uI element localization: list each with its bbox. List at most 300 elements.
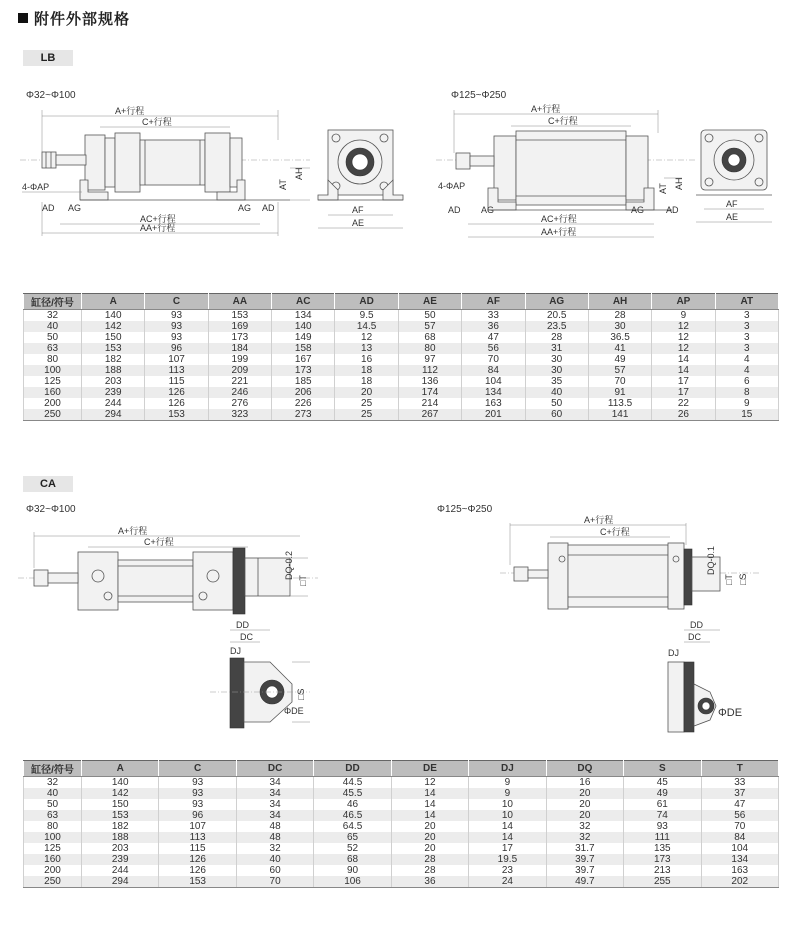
ca-table-cell: 49 <box>624 788 701 799</box>
ca-header-cell: C <box>159 761 236 777</box>
lb-small-dim-ae: AE <box>352 218 365 228</box>
ca-table-cell: 70 <box>701 821 779 832</box>
lb-table-cell: 57 <box>588 365 651 376</box>
lb-table-cell: 16 <box>335 354 398 365</box>
lb-table-cell: 276 <box>208 398 271 409</box>
lb-table-cell: 25 <box>335 398 398 409</box>
ca-header-cell: DQ <box>546 761 623 777</box>
lb-table-cell: 173 <box>272 365 335 376</box>
lb-table-cell: 142 <box>82 321 145 332</box>
lb-header-cell: A <box>82 294 145 310</box>
lb-table-cell: 323 <box>208 409 271 421</box>
lb-table-cell: 70 <box>462 354 525 365</box>
lb-table-cell: 28 <box>588 310 651 322</box>
ca-table-row <box>24 854 779 865</box>
ca-small-clevis-drawing <box>200 622 330 732</box>
ca-table-row <box>24 832 779 843</box>
lb-header-cell: AF <box>462 294 525 310</box>
ca-table-cell: 10 <box>469 799 546 810</box>
ca-table-cell: 74 <box>624 810 701 821</box>
lb-table-cell: 12 <box>652 321 715 332</box>
lb-table-cell: 60 <box>525 409 588 421</box>
ca-table-cell: 96 <box>159 810 236 821</box>
ca-table-cell: 255 <box>624 876 701 888</box>
lb-small-dim-ag-left: AG <box>68 203 82 213</box>
ca-table-cell: 46.5 <box>314 810 391 821</box>
lb-table-cell: 12 <box>652 343 715 354</box>
ca-large-dim-c: C+行程 <box>600 527 630 537</box>
ca-table-cell: 113 <box>159 832 236 843</box>
ca-table-cell: 90 <box>314 865 391 876</box>
lb-small-dim-ad-left: AD <box>42 203 55 213</box>
ca-header-cell: DE <box>391 761 468 777</box>
ca-table-cell: 140 <box>82 777 159 789</box>
ca-table-cell: 20 <box>391 821 468 832</box>
ca-table-cell: 48 <box>236 821 313 832</box>
lb-table-cell: 17 <box>652 387 715 398</box>
lb-header-cell: AA <box>208 294 271 310</box>
lb-table-cell: 140 <box>272 321 335 332</box>
lb-table-cell: 36 <box>462 321 525 332</box>
lb-table-cell: 160 <box>24 387 82 398</box>
lb-table-cell: 244 <box>82 398 145 409</box>
ca-table-cell: 46 <box>314 799 391 810</box>
lb-small-dim-ad-right: AD <box>262 203 275 213</box>
lb-header-cell: C <box>145 294 208 310</box>
lb-table-cell: 226 <box>272 398 335 409</box>
lb-large-dim-ad-left: AD <box>448 205 461 215</box>
lb-table-cell: 50 <box>398 310 461 322</box>
ca-table-cell: 28 <box>391 854 468 865</box>
ca-table-row <box>24 843 779 854</box>
ca-table-cell: 104 <box>701 843 779 854</box>
lb-header-cell: AG <box>525 294 588 310</box>
ca-table-cell: 93 <box>624 821 701 832</box>
lb-table-cell: 80 <box>398 343 461 354</box>
ca-small-dim-a: A+行程 <box>118 526 148 536</box>
ca-table-cell: 250 <box>24 876 82 888</box>
lb-large-dim-ac: AC+行程 <box>541 214 577 224</box>
lb-table-cell: 173 <box>208 332 271 343</box>
ca-table-cell: 56 <box>701 810 779 821</box>
lb-table-cell: 185 <box>272 376 335 387</box>
ca-table-cell: 39.7 <box>546 865 623 876</box>
ca-table-cell: 14 <box>391 799 468 810</box>
ca-table-cell: 203 <box>82 843 159 854</box>
ca-large-side-drawing <box>500 515 760 615</box>
ca-table-cell: 52 <box>314 843 391 854</box>
ca-table-cell: 33 <box>701 777 779 789</box>
lb-table-cell: 214 <box>398 398 461 409</box>
lb-table-cell: 3 <box>715 332 778 343</box>
lb-large-dim-ah: AH <box>674 177 684 190</box>
lb-table-cell: 30 <box>588 321 651 332</box>
ca-small-dim-dd: DD <box>236 620 249 630</box>
ca-table-cell: 28 <box>391 865 468 876</box>
ca-table-cell: 49.7 <box>546 876 623 888</box>
lb-table-cell: 22 <box>652 398 715 409</box>
lb-header-cell: AE <box>398 294 461 310</box>
lb-table-cell: 31 <box>525 343 588 354</box>
lb-table-cell: 184 <box>208 343 271 354</box>
ca-table-cell: 93 <box>159 788 236 799</box>
lb-table-cell: 3 <box>715 343 778 354</box>
lb-table-cell: 20 <box>335 387 398 398</box>
lb-table-cell: 56 <box>462 343 525 354</box>
lb-table-cell: 294 <box>82 409 145 421</box>
ca-table-cell: 47 <box>701 799 779 810</box>
ca-table-cell: 24 <box>469 876 546 888</box>
lb-table-cell: 206 <box>272 387 335 398</box>
lb-table-cell: 70 <box>588 376 651 387</box>
lb-table-cell: 97 <box>398 354 461 365</box>
ca-table-cell: 84 <box>701 832 779 843</box>
ca-header-cell: DD <box>314 761 391 777</box>
ca-small-dim-dq: DQ-0.2 <box>284 550 294 580</box>
ca-table-cell: 173 <box>624 854 701 865</box>
ca-small-dim-dc: DC <box>240 632 253 642</box>
ca-table-cell: 32 <box>546 832 623 843</box>
lb-table-cell: 12 <box>335 332 398 343</box>
section-tag-lb: LB <box>23 50 73 66</box>
ca-table-cell: 100 <box>24 832 82 843</box>
lb-large-dim-aa: AA+行程 <box>541 227 577 237</box>
ca-table-header <box>24 761 779 777</box>
ca-table-cell: 160 <box>24 854 82 865</box>
lb-table-cell: 47 <box>462 332 525 343</box>
lb-table-cell: 273 <box>272 409 335 421</box>
lb-table-cell: 8 <box>715 387 778 398</box>
lb-table-cell: 104 <box>462 376 525 387</box>
lb-table-cell: 36.5 <box>588 332 651 343</box>
ca-large-dim-t: □T <box>724 574 734 585</box>
ca-table-cell: 17 <box>469 843 546 854</box>
ca-table-cell: 12 <box>391 777 468 789</box>
lb-table-cell: 49 <box>588 354 651 365</box>
ca-table-cell: 32 <box>546 821 623 832</box>
ca-large-dim-de: ΦDE <box>718 707 743 719</box>
lb-table-cell: 30 <box>525 365 588 376</box>
lb-table-cell: 14.5 <box>335 321 398 332</box>
ca-table-cell: 115 <box>159 843 236 854</box>
ca-table-cell: 200 <box>24 865 82 876</box>
ca-table-cell: 14 <box>469 832 546 843</box>
lb-large-side-drawing <box>436 98 696 243</box>
lb-small-dim-af: AF <box>352 205 364 215</box>
lb-table-cell: 9 <box>652 310 715 322</box>
lb-table-cell: 246 <box>208 387 271 398</box>
ca-table-row <box>24 876 779 888</box>
lb-table-cell: 15 <box>715 409 778 421</box>
lb-table-cell: 209 <box>208 365 271 376</box>
lb-table-cell: 40 <box>525 387 588 398</box>
ca-table-cell: 36 <box>391 876 468 888</box>
ca-table-cell: 20 <box>546 810 623 821</box>
lb-small-dim-at: AT <box>278 179 288 190</box>
lb-table-cell: 4 <box>715 354 778 365</box>
lb-small-range-label: Φ32~Φ100 <box>26 90 76 101</box>
ca-table-cell: 107 <box>159 821 236 832</box>
ca-small-dim-de: ΦDE <box>284 706 304 716</box>
ca-table-cell: 134 <box>701 854 779 865</box>
lb-table-cell: 167 <box>272 354 335 365</box>
ca-small-range-label: Φ32~Φ100 <box>26 504 76 515</box>
lb-table-cell: 163 <box>462 398 525 409</box>
lb-small-dim-aa: AA+行程 <box>140 223 176 233</box>
ca-table-cell: 9 <box>469 777 546 789</box>
lb-table-cell: 182 <box>82 354 145 365</box>
lb-table-cell: 136 <box>398 376 461 387</box>
lb-table-cell: 140 <box>82 310 145 322</box>
lb-table-cell: 13 <box>335 343 398 354</box>
ca-table-cell: 126 <box>159 865 236 876</box>
lb-table-row <box>24 409 779 421</box>
ca-table-cell: 150 <box>82 799 159 810</box>
lb-table-cell: 68 <box>398 332 461 343</box>
ca-table-cell: 111 <box>624 832 701 843</box>
lb-header-cell: AD <box>335 294 398 310</box>
ca-table-cell: 93 <box>159 777 236 789</box>
lb-table-cell: 18 <box>335 376 398 387</box>
lb-table-row <box>24 332 779 343</box>
lb-large-dim-c: C+行程 <box>548 116 578 126</box>
ca-table-cell: 10 <box>469 810 546 821</box>
lb-table-cell: 91 <box>588 387 651 398</box>
lb-table-cell: 125 <box>24 376 82 387</box>
lb-table-cell: 199 <box>208 354 271 365</box>
lb-table-cell: 50 <box>525 398 588 409</box>
lb-table-cell: 50 <box>24 332 82 343</box>
ca-small-dim-dj: DJ <box>230 646 241 656</box>
lb-large-end-drawing <box>696 125 786 230</box>
ca-table-row <box>24 799 779 810</box>
ca-table-cell: 182 <box>82 821 159 832</box>
lb-small-dim-a: A+行程 <box>115 106 145 116</box>
lb-large-dim-af: AF <box>726 199 738 209</box>
ca-table-cell: 34 <box>236 777 313 789</box>
lb-table-cell: 23.5 <box>525 321 588 332</box>
lb-table-cell: 239 <box>82 387 145 398</box>
ca-header-cell: DC <box>236 761 313 777</box>
ca-table-cell: 48 <box>236 832 313 843</box>
lb-table-cell: 188 <box>82 365 145 376</box>
lb-small-side-drawing <box>20 100 310 240</box>
lb-header-cell: AP <box>652 294 715 310</box>
lb-table-cell: 20.5 <box>525 310 588 322</box>
lb-table-cell: 267 <box>398 409 461 421</box>
lb-table-cell: 96 <box>145 343 208 354</box>
ca-table-cell: 68 <box>314 854 391 865</box>
ca-table-cell: 32 <box>236 843 313 854</box>
ca-small-dim-s: □S <box>296 688 306 700</box>
lb-table-cell: 84 <box>462 365 525 376</box>
ca-large-dim-dc: DC <box>688 632 701 642</box>
lb-table-cell: 141 <box>588 409 651 421</box>
lb-header-cell: AH <box>588 294 651 310</box>
lb-header-cell: AC <box>272 294 335 310</box>
ca-table-cell: 40 <box>24 788 82 799</box>
lb-table-cell: 30 <box>525 354 588 365</box>
lb-table-cell: 18 <box>335 365 398 376</box>
ca-table-cell: 153 <box>82 810 159 821</box>
lb-table-cell: 33 <box>462 310 525 322</box>
lb-large-dim-ag-left: AG <box>481 205 495 215</box>
lb-table-row <box>24 343 779 354</box>
ca-table-cell: 135 <box>624 843 701 854</box>
ca-spec-table <box>23 760 779 888</box>
lb-table-cell: 6 <box>715 376 778 387</box>
lb-small-dim-c: C+行程 <box>142 117 172 127</box>
lb-spec-table <box>23 293 779 421</box>
lb-table-cell: 153 <box>208 310 271 322</box>
section-tag-ca: CA <box>23 476 73 492</box>
lb-large-dim-ad-right: AD <box>666 205 679 215</box>
lb-large-dim-ag-right: AG <box>631 205 645 215</box>
lb-table-cell: 28 <box>525 332 588 343</box>
lb-table-cell: 149 <box>272 332 335 343</box>
lb-table-cell: 153 <box>82 343 145 354</box>
lb-table-cell: 107 <box>145 354 208 365</box>
ca-table-cell: 32 <box>24 777 82 789</box>
lb-table-cell: 115 <box>145 376 208 387</box>
lb-table-cell: 93 <box>145 310 208 322</box>
lb-table-header <box>24 294 779 310</box>
ca-table-cell: 14 <box>469 821 546 832</box>
lb-table-cell: 200 <box>24 398 82 409</box>
ca-table-row <box>24 865 779 876</box>
ca-table-cell: 163 <box>701 865 779 876</box>
lb-table-cell: 25 <box>335 409 398 421</box>
ca-small-side-drawing <box>18 520 318 620</box>
ca-table-cell: 20 <box>546 799 623 810</box>
lb-table-cell: 57 <box>398 321 461 332</box>
lb-small-dim-ag-right: AG <box>238 203 252 213</box>
ca-table-cell: 65 <box>314 832 391 843</box>
lb-large-dim-ap: 4-ΦAP <box>438 181 466 191</box>
lb-table-cell: 63 <box>24 343 82 354</box>
lb-header-cell: AT <box>715 294 778 310</box>
lb-small-dim-ap: 4-ΦAP <box>22 182 50 192</box>
lb-table-cell: 126 <box>145 387 208 398</box>
lb-table-cell: 26 <box>652 409 715 421</box>
lb-table-cell: 174 <box>398 387 461 398</box>
ca-table-cell: 202 <box>701 876 779 888</box>
lb-table-cell: 134 <box>462 387 525 398</box>
ca-table-cell: 39.7 <box>546 854 623 865</box>
lb-table-cell: 3 <box>715 310 778 322</box>
ca-table-cell: 14 <box>391 810 468 821</box>
ca-table-cell: 213 <box>624 865 701 876</box>
ca-large-clevis-drawing <box>660 622 770 742</box>
ca-table-cell: 20 <box>391 843 468 854</box>
ca-table-cell: 40 <box>236 854 313 865</box>
ca-table-cell: 37 <box>701 788 779 799</box>
ca-small-dim-t: □T <box>298 575 308 586</box>
lb-table-cell: 113.5 <box>588 398 651 409</box>
lb-table-cell: 9 <box>715 398 778 409</box>
ca-table-cell: 106 <box>314 876 391 888</box>
ca-header-cell: A <box>82 761 159 777</box>
lb-table-cell: 100 <box>24 365 82 376</box>
ca-table-cell: 244 <box>82 865 159 876</box>
ca-table-cell: 19.5 <box>469 854 546 865</box>
lb-large-dim-ae: AE <box>726 212 739 222</box>
lb-table-row <box>24 398 779 409</box>
ca-table-cell: 20 <box>391 832 468 843</box>
ca-header-cell: S <box>624 761 701 777</box>
lb-table-cell: 14 <box>652 354 715 365</box>
lb-table-cell: 14 <box>652 365 715 376</box>
ca-table-cell: 50 <box>24 799 82 810</box>
lb-table-cell: 17 <box>652 376 715 387</box>
ca-table-cell: 64.5 <box>314 821 391 832</box>
lb-table-cell: 153 <box>145 409 208 421</box>
ca-table-cell: 63 <box>24 810 82 821</box>
ca-table-cell: 70 <box>236 876 313 888</box>
ca-table-row <box>24 821 779 832</box>
ca-table-cell: 239 <box>82 854 159 865</box>
lb-table-cell: 4 <box>715 365 778 376</box>
lb-table-row <box>24 365 779 376</box>
lb-table-row <box>24 310 779 322</box>
lb-table-cell: 9.5 <box>335 310 398 322</box>
lb-large-dim-a: A+行程 <box>531 104 561 114</box>
ca-table-cell: 294 <box>82 876 159 888</box>
lb-table-cell: 221 <box>208 376 271 387</box>
lb-table-row <box>24 387 779 398</box>
lb-small-dim-ac: AC+行程 <box>140 214 176 224</box>
lb-table-row <box>24 354 779 365</box>
ca-large-dim-dq: DQ-0.1 <box>706 545 716 575</box>
ca-table-cell: 153 <box>159 876 236 888</box>
ca-table-cell: 126 <box>159 854 236 865</box>
lb-header-cell: 缸径/符号 <box>24 294 82 310</box>
lb-table-cell: 113 <box>145 365 208 376</box>
ca-table-cell: 14 <box>391 788 468 799</box>
lb-large-range-label: Φ125~Φ250 <box>451 90 507 101</box>
ca-table-row <box>24 810 779 821</box>
ca-table-cell: 142 <box>82 788 159 799</box>
lb-table-cell: 32 <box>24 310 82 322</box>
lb-table-cell: 12 <box>652 332 715 343</box>
ca-header-cell: T <box>701 761 779 777</box>
ca-small-dim-c: C+行程 <box>144 537 174 547</box>
ca-table-cell: 61 <box>624 799 701 810</box>
ca-header-cell: DJ <box>469 761 546 777</box>
lb-table-row <box>24 321 779 332</box>
lb-table-cell: 93 <box>145 321 208 332</box>
ca-large-dim-dd: DD <box>690 620 703 630</box>
ca-table-cell: 44.5 <box>314 777 391 789</box>
lb-table-cell: 40 <box>24 321 82 332</box>
lb-large-dim-at: AT <box>658 183 668 194</box>
ca-table-cell: 45 <box>624 777 701 789</box>
lb-table-cell: 201 <box>462 409 525 421</box>
ca-table-cell: 34 <box>236 799 313 810</box>
ca-table-row <box>24 777 779 789</box>
ca-table-cell: 9 <box>469 788 546 799</box>
ca-table-cell: 188 <box>82 832 159 843</box>
lb-table-cell: 41 <box>588 343 651 354</box>
ca-large-dim-dj: DJ <box>668 648 679 658</box>
ca-table-cell: 125 <box>24 843 82 854</box>
lb-table-cell: 203 <box>82 376 145 387</box>
page-title: 附件外部规格 <box>18 8 130 29</box>
lb-table-cell: 112 <box>398 365 461 376</box>
ca-table-cell: 31.7 <box>546 843 623 854</box>
ca-table-cell: 93 <box>159 799 236 810</box>
lb-table-cell: 134 <box>272 310 335 322</box>
